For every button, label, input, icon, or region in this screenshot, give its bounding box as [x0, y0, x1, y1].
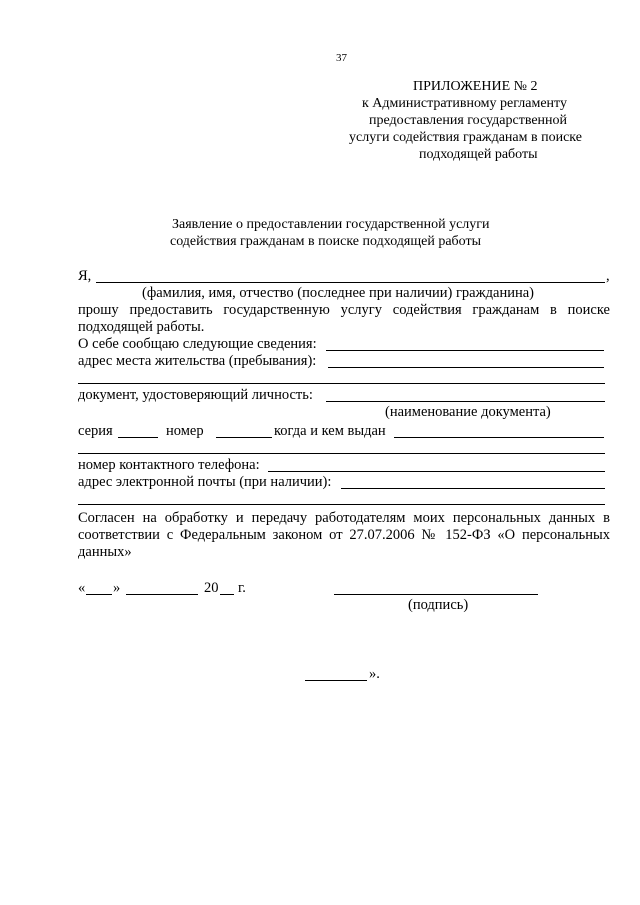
phone-field[interactable] — [268, 471, 605, 472]
signature-hint: (подпись) — [408, 597, 469, 613]
date-month-field[interactable] — [126, 594, 198, 595]
number-label: номер — [166, 423, 204, 439]
id-doc-field[interactable] — [326, 401, 605, 402]
id-doc-label: документ, удостоверяющий личность: — [78, 387, 313, 403]
document-title: содействия гражданам в поиске подходящей работы — [170, 234, 482, 249]
series-label: серия — [78, 423, 113, 439]
about-me-field[interactable] — [326, 350, 604, 351]
document-title: Заявление о предоставлении государственной услуги — [172, 217, 490, 232]
issued-label: когда и кем выдан — [274, 423, 386, 439]
date-open-quote: « — [78, 580, 86, 596]
date-day-field[interactable] — [86, 594, 112, 595]
signature-field[interactable] — [334, 594, 538, 595]
about-me-label: О себе сообщаю следующие сведения: — [78, 336, 317, 352]
closing-quote: ». — [369, 666, 380, 682]
fio-field[interactable] — [96, 282, 605, 283]
appendix-line: подходящей работы — [419, 147, 538, 162]
year-suffix: г. — [238, 580, 246, 596]
request-text: прошу предоставить государственную услугу содействия гражданам в поиске — [78, 302, 610, 318]
consent-text: Согласен на обработку и передачу работодателям моих персональных данных в соответствии с Федеральным законом от 27.07.2006 № 152-ФЗ «О персональных данных» — [78, 510, 610, 560]
series-field[interactable] — [118, 437, 158, 438]
comma: , — [606, 268, 610, 284]
email-field[interactable] — [341, 488, 605, 489]
appendix-line: предоставления государственной — [369, 113, 568, 128]
appendix-line: услуги содействия гражданам в поиске — [349, 130, 582, 145]
appendix-title: ПРИЛОЖЕНИЕ № 2 — [413, 79, 538, 94]
appendix-line: к Административному регламенту — [362, 96, 567, 111]
year-prefix: 20 — [204, 580, 219, 596]
request-text-cont: подходящей работы. — [78, 319, 205, 335]
closing-line — [305, 680, 367, 681]
ya-label: Я, — [78, 268, 92, 284]
address-label: адрес места жительства (пребывания): — [78, 353, 317, 369]
number-field[interactable] — [216, 437, 272, 438]
fio-hint: (фамилия, имя, отчество (последнее при наличии) гражданина) — [142, 285, 534, 301]
email-label: адрес электронной почты (при наличии): — [78, 474, 332, 490]
issued-field[interactable] — [394, 437, 604, 438]
date-close-quote: » — [113, 580, 121, 596]
page-number: 37 — [336, 52, 347, 64]
doc-hint: (наименование документа) — [385, 404, 551, 420]
address-field-cont[interactable] — [78, 383, 605, 384]
email-field-cont[interactable] — [78, 504, 605, 505]
phone-label: номер контактного телефона: — [78, 457, 260, 473]
date-year-field[interactable] — [220, 594, 234, 595]
issued-field-cont[interactable] — [78, 453, 605, 454]
address-field[interactable] — [328, 367, 604, 368]
